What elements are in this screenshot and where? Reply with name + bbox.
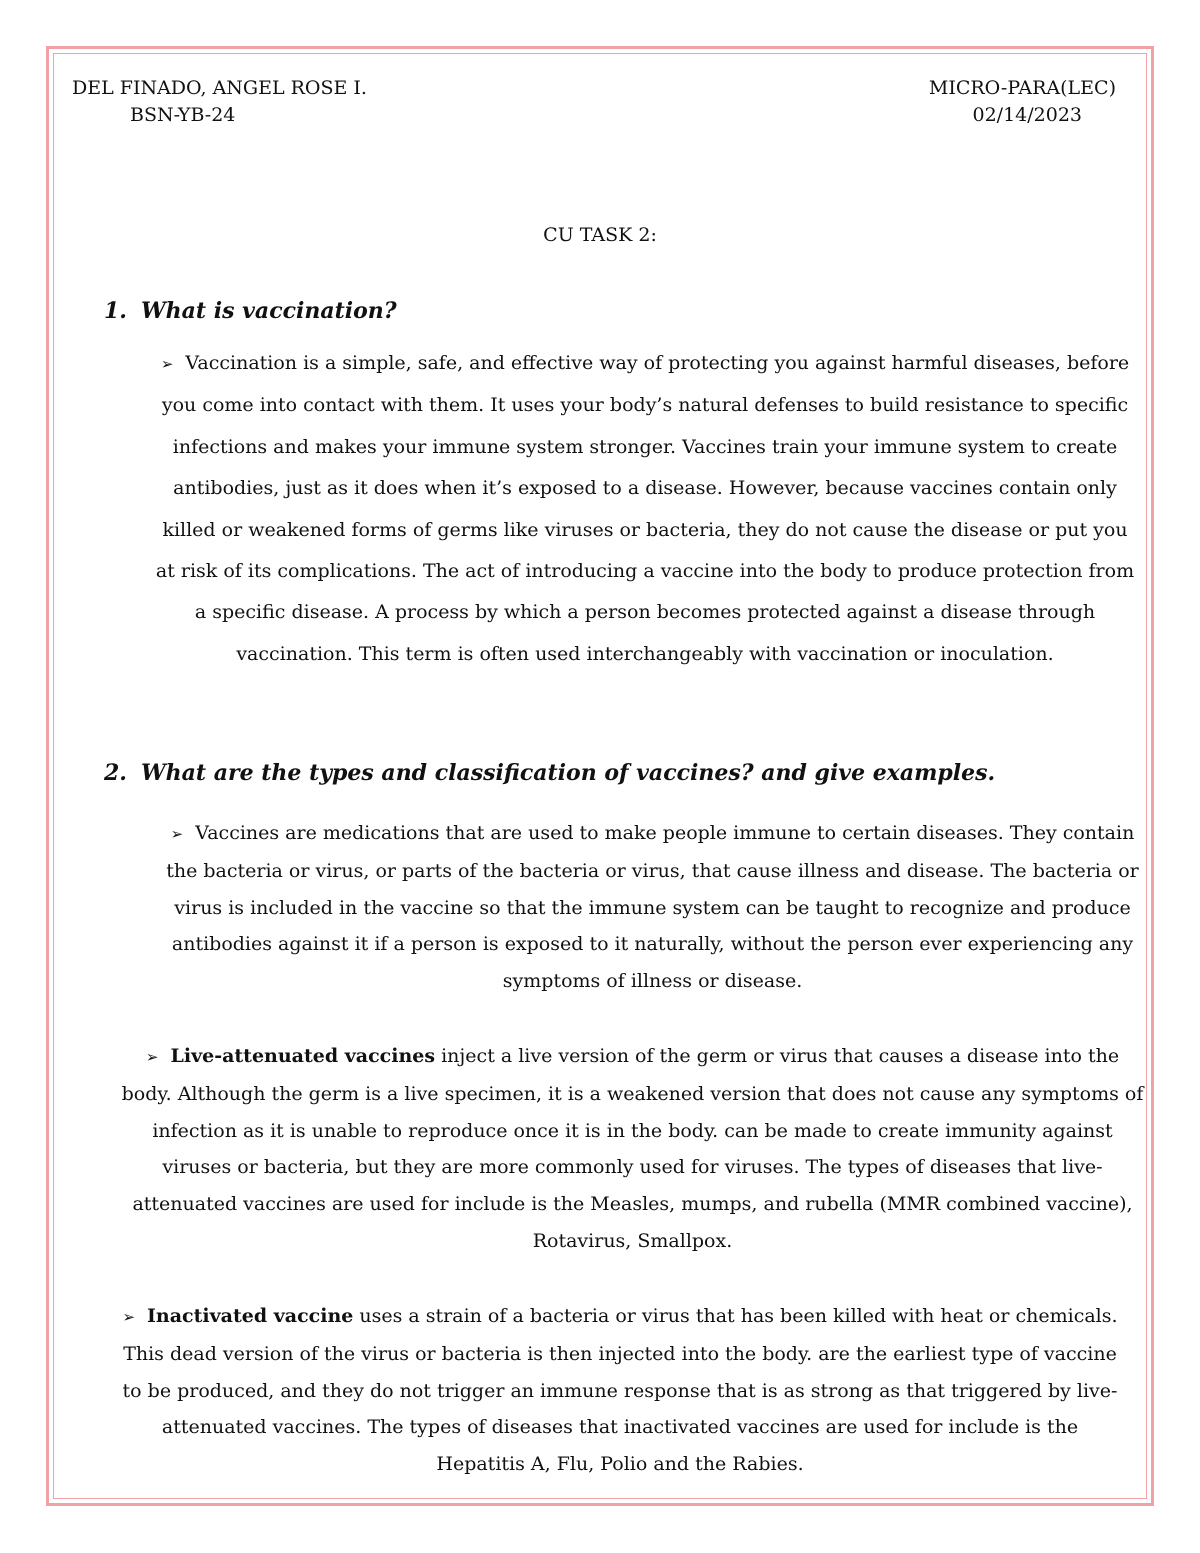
inactivated-block <box>120 1298 1120 1483</box>
arrow-bullet-icon: ➢ <box>122 1308 136 1326</box>
inactivated-term: Inactivated vaccine <box>147 1305 354 1327</box>
answer-1-block <box>150 343 1140 675</box>
question-1 <box>104 298 397 324</box>
arrow-bullet-icon: ➢ <box>160 355 174 373</box>
live-attenuated-block <box>120 1038 1145 1260</box>
question-1-text: What is vaccination? <box>140 298 397 324</box>
course-code: MICRO-PARA(LEC) <box>928 77 1116 99</box>
answer-2-intro-block <box>160 815 1145 1000</box>
inactivated-text: uses a strain of a bacteria or virus that has been killed with heat or chemicals. This dead version of the virus or bacteria is then injected into the body. are the earliest type of vaccine to be produced, and they do not trigger an immune response that is as strong as that triggered by live-attenuated vaccines. The types of diseases that inactivated vaccines are used for include is the Hepatitis A, Flu, Polio and the Rabies. <box>122 1305 1118 1476</box>
question-2-number: 2. <box>104 760 127 786</box>
answer-2-intro-text: Vaccines are medications that are used to make people immune to certain diseases. They contain the bacteria or virus, or parts of the bacteria or virus, that cause illness and disease. The bacteria or virus is included in the vaccine so that the immune system can be taught to recognize and produce antibodies against it if a person is exposed to it naturally, without the person ever experiencing any symptoms of illness or disease. <box>166 822 1139 993</box>
task-title: CU TASK 2: <box>543 224 657 246</box>
answer-1-text: Vaccination is a simple, safe, and effective way of protecting you against harmful diseases, before you come into contact with them. It uses your body’s natural defenses to build resistance to specific infections and makes your immune system stronger. Vaccines train your immune system to create antibodies, just as it does when it’s exposed to a disease. However, because vaccines contain only killed or weakened forms of germs like viruses or bacteria, they do not cause the disease or put you at risk of its complications. The act of introducing a vaccine into the body to produce protection from a specific disease. A process by which a person becomes protected against a disease through vaccination. This term is often used interchangeably with vaccination or inoculation. <box>155 352 1135 665</box>
arrow-bullet-icon: ➢ <box>145 1048 159 1066</box>
live-attenuated-text: inject a live version of the germ or virus that causes a disease into the body. Although the germ is a live specimen, it is a weakened version that does not cause any symptoms of infection as it is unable to reproduce once it is in the body. can be made to create immunity against viruses or bacteria, but they are more commonly used for viruses. The types of diseases that live-attenuated vaccines are used for include is the Measles, mumps, and rubella (MMR combined vaccine), Rotavirus, Smallpox. <box>121 1045 1144 1252</box>
question-2 <box>104 760 995 786</box>
live-attenuated-term: Live-attenuated vaccines <box>170 1045 436 1067</box>
arrow-bullet-icon: ➢ <box>170 825 184 843</box>
student-section: BSN-YB-24 <box>130 104 236 126</box>
student-name: DEL FINADO, ANGEL ROSE I. <box>72 77 367 99</box>
question-2-text: What are the types and classification of vaccines? and give examples. <box>140 760 996 786</box>
question-1-number: 1. <box>104 298 127 324</box>
submission-date: 02/14/2023 <box>972 104 1082 126</box>
